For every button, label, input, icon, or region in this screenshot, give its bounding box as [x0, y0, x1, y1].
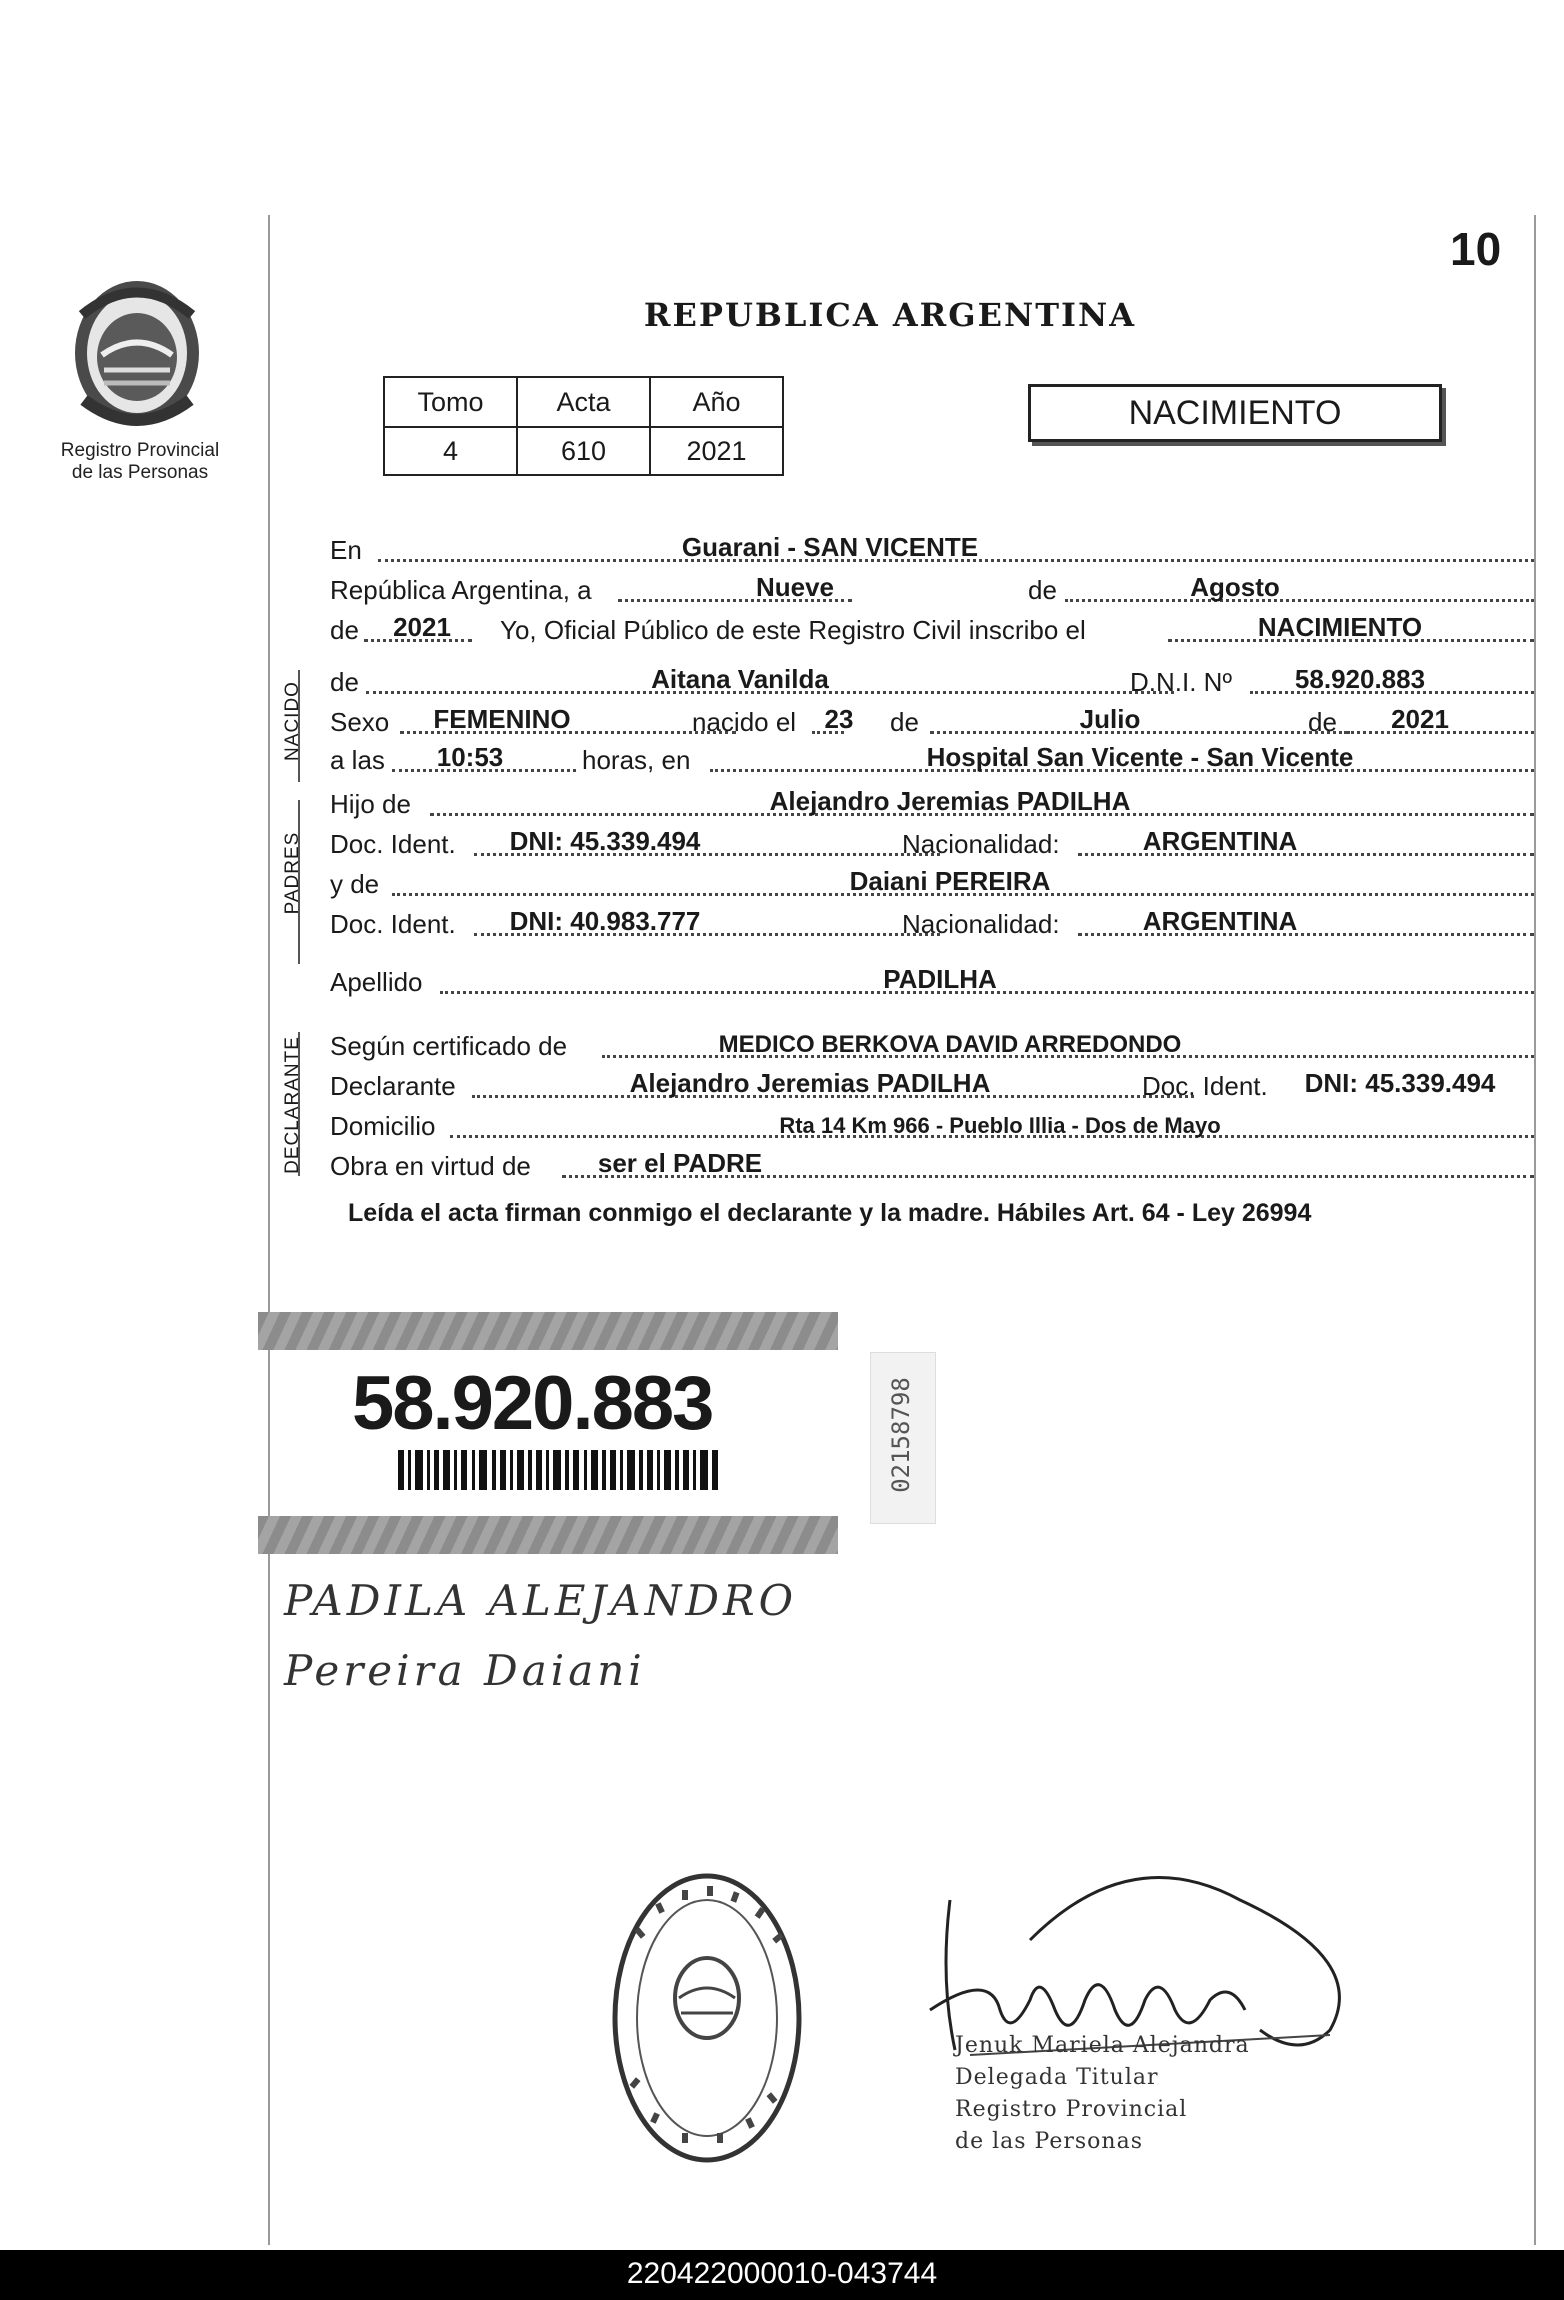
alas-label: a las [330, 745, 385, 775]
right-margin-line [1534, 215, 1536, 2245]
form-row-certificate [330, 1026, 1534, 1062]
signature-block [955, 2030, 1250, 2158]
doc-label-2: Doc. Ident. [330, 909, 456, 939]
side-label-declarante: DECLARANTE [282, 1036, 303, 1174]
declarante-label: Declarante [330, 1071, 456, 1101]
form-row-time [330, 740, 1534, 776]
birth-place-value: Hospital San Vicente - San Vicente [926, 742, 1354, 772]
side-label-padres: PADRES [282, 831, 303, 915]
country-title: REPUBLICA ARGENTINA [643, 296, 1137, 334]
de-label-3: de [330, 667, 359, 697]
address-value: Rta 14 Km 966 - Pueblo Illia - Dos de Mayo [779, 1113, 1221, 1138]
official-stamp-icon [607, 1868, 807, 2168]
de-label-5: de [1308, 707, 1337, 737]
de-label-4: de [890, 707, 919, 737]
serial-number: 02158798 [887, 1377, 915, 1493]
de-label-1: de [1028, 575, 1057, 605]
acta-header: Acta [517, 377, 650, 427]
mother-nationality-value: ARGENTINA [1142, 906, 1298, 936]
signature-role: Delegada Titular [955, 2065, 1159, 2090]
form-row-address [330, 1106, 1534, 1142]
left-margin-line [268, 215, 270, 2245]
mother-name-value: Daiani PEREIRA [849, 866, 1051, 896]
logo-caption: Registro Provincial de las Personas [60, 440, 220, 483]
birth-month-value: Julio [1079, 704, 1141, 734]
barcode-icon [398, 1450, 718, 1490]
obra-value: ser el PADRE [597, 1148, 763, 1178]
surname-value: PADILHA [883, 964, 997, 994]
serial-sticker [870, 1352, 936, 1524]
page-number: 10 [1450, 223, 1502, 275]
sticker-band-bottom [258, 1516, 838, 1554]
sexo-value: FEMENINO [433, 704, 571, 734]
nac-label-1: Nacionalidad: [902, 829, 1060, 859]
form-row-date [330, 570, 1534, 606]
certificate-value: MEDICO BERKOVA DAVID ARREDONDO [718, 1031, 1182, 1058]
nac-label-2: Nacionalidad: [902, 909, 1060, 939]
handwritten-line-2: Pereira Daiani [284, 1646, 646, 1695]
signature-org-2: de las Personas [955, 2129, 1143, 2154]
month-value: Agosto [1190, 572, 1280, 602]
record-type-box: NACIMIENTO [1028, 384, 1442, 442]
form-row-mother [330, 864, 1534, 900]
doc-label-3: Doc. Ident. [1142, 1071, 1268, 1101]
apellido-label: Apellido [330, 967, 423, 997]
republica-label: República Argentina, a [330, 575, 592, 605]
father-nationality-value: ARGENTINA [1142, 826, 1298, 856]
ano-header: Año [650, 377, 783, 427]
obra-label: Obra en virtud de [330, 1151, 531, 1181]
domicilio-label: Domicilio [330, 1111, 436, 1141]
hijo-label: Hijo de [330, 789, 411, 819]
dni-label: D.N.I. Nº [1130, 667, 1232, 697]
birth-time-value: 10:53 [436, 742, 504, 772]
child-name-value: Aitana Vanilda [651, 664, 829, 694]
father-doc-value: DNI: 45.339.494 [509, 826, 701, 856]
signature-name: Jenuk Mariela Alejandra [955, 2033, 1250, 2058]
form-row-father-doc [330, 824, 1534, 860]
provincial-seal-logo [62, 275, 212, 435]
nacido-label: nacido el [692, 707, 797, 737]
signature-org-1: Registro Provincial [955, 2097, 1188, 2122]
sticker-number: 58.920.883 [352, 1361, 713, 1446]
birth-day-value: 23 [824, 704, 854, 734]
day-value: Nueve [755, 572, 835, 602]
horas-label: horas, en [582, 745, 691, 775]
year-value: 2021 [393, 612, 451, 642]
form-row-mother-doc [330, 904, 1534, 940]
birth-year-value: 2021 [1391, 704, 1449, 734]
side-label-nacido: NACIDO [282, 681, 303, 761]
record-table [383, 376, 784, 476]
form-row-father [330, 784, 1534, 820]
footer-code: 220422000010-043744 [626, 2257, 938, 2290]
sexo-label: Sexo [330, 707, 390, 737]
yde-label: y de [330, 869, 380, 899]
form-row-year [330, 610, 1534, 646]
en-label: En [330, 535, 362, 565]
mother-doc-value: DNI: 40.983.777 [509, 906, 701, 936]
form-row-obra [330, 1146, 1534, 1182]
child-dni-value: 58.920.883 [1294, 664, 1426, 694]
segun-label: Según certificado de [330, 1031, 568, 1061]
tomo-value: 4 [384, 427, 517, 475]
form-row-declarant [330, 1066, 1534, 1102]
acta-value: 610 [517, 427, 650, 475]
tomo-header: Tomo [384, 377, 517, 427]
closing-text: Leída el acta firman conmigo el declarante y la madre. Hábiles Art. 64 - Ley 26994 [348, 1199, 1312, 1227]
declarant-doc-value: DNI: 45.339.494 [1304, 1068, 1496, 1098]
ano-value: 2021 [650, 427, 783, 475]
yo-label: Yo, Oficial Público de este Registro Civil inscribo el [500, 615, 1086, 645]
doc-label-1: Doc. Ident. [330, 829, 456, 859]
declarant-value: Alejandro Jeremias PADILHA [629, 1068, 991, 1098]
sticker-band-top [258, 1312, 838, 1350]
father-name-value: Alejandro Jeremias PADILHA [769, 786, 1131, 816]
form-row-sex [330, 702, 1534, 738]
form-row-en [330, 530, 1534, 566]
inscription-type-value: NACIMIENTO [1257, 612, 1423, 642]
form-row-name [330, 662, 1534, 698]
place-value: Guarani - SAN VICENTE [681, 532, 979, 562]
de-label-2: de [330, 615, 359, 645]
form-row-surname [330, 962, 1534, 998]
handwritten-line-1: PADILA ALEJANDRO [284, 1576, 798, 1625]
